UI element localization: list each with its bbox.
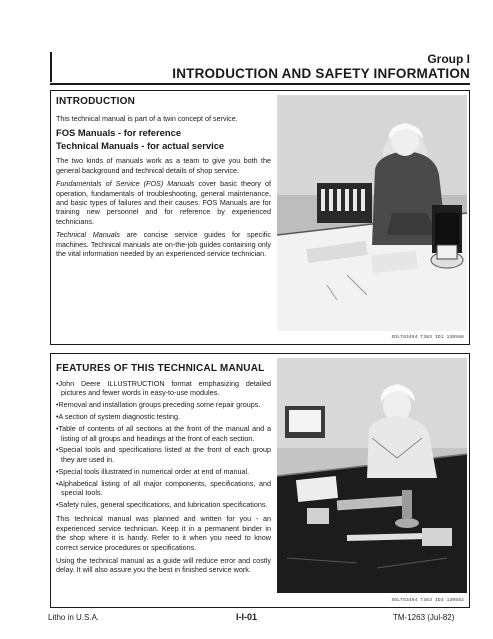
introduction-heading: INTRODUCTION	[56, 96, 136, 107]
planned-paragraph: This technical manual was planned and written for you - an experienced service technician. Keep it in a permanent binder in the shop where it is handy. Refer to it when you need to know correct service procedures or specifications.	[56, 514, 271, 552]
teamwork-paragraph: The two kinds of manuals work as a team to give you both the general background and technical details of shop service.	[56, 156, 271, 175]
header-left-rule	[50, 52, 52, 82]
technician-photo-caption: SOLT83494 T383 ID3 130582	[391, 598, 464, 603]
office-photo	[277, 95, 467, 331]
introduction-section	[50, 90, 470, 345]
fos-paragraph	[56, 179, 271, 226]
technical-manuals-subheading: Technical Manuals - for actual service	[56, 140, 225, 152]
footer-manual-id: TM-1263 (Jul-82)	[393, 613, 455, 622]
features-text	[56, 363, 271, 579]
technician-photo-image	[277, 358, 467, 593]
feature-bullet: •Special tools and specifications listed at the front of each group they are used in.	[56, 445, 271, 464]
fos-italic: Fundamentals of Service (FOS) Manuals	[56, 179, 195, 189]
feature-bullet: •Removal and installation groups preceding some repair groups.	[56, 400, 261, 410]
guide-paragraph: Using the technical manual as a guide will reduce error and costly delay. It will also assure you the best in finished service work.	[56, 556, 271, 575]
technician-photo	[277, 358, 467, 593]
fos-subheading: FOS Manuals - for reference	[56, 127, 182, 139]
features-heading: FEATURES OF THIS TECHNICAL MANUAL	[56, 363, 265, 374]
title-rule	[50, 83, 470, 85]
feature-bullet: •A section of system diagnostic testing.	[56, 412, 180, 422]
office-photo-caption: SOLT83494 T383 ID1 130586	[391, 335, 464, 340]
feature-bullet: •Table of contents of all sections at the front of the manual and a listing of all groups and headings at the front of each section.	[56, 424, 271, 443]
group-label: Group I	[427, 52, 470, 66]
feature-bullet: •Alphabetical listing of all major components, specifications, and special tools.	[56, 478, 271, 498]
introduction-text	[56, 96, 271, 262]
feature-bullet: •John Deere ILLUSTRUCTION format emphasizing detailed pictures and fewer words in easy-to-use modules.	[56, 379, 271, 398]
footer-page-number: I-I-01	[236, 612, 258, 622]
features-section	[50, 353, 470, 608]
page-title: INTRODUCTION AND SAFETY INFORMATION	[172, 66, 470, 81]
intro-paragraph: This technical manual is part of a twin concept of service.	[56, 114, 238, 123]
tm-italic: Technical Manuals	[56, 230, 120, 240]
feature-bullet: •Safety rules, general specifications, and lubrication specifications.	[56, 499, 268, 509]
tm-rest: are concise service guides for specific machines. Technical manuals are on-the-job guides containing only the vital information needed by an experienced service technician.	[56, 230, 271, 259]
feature-bullet: •Special tools illustrated in numerical order at end of manual.	[56, 466, 250, 476]
tm-paragraph	[56, 230, 271, 258]
footer-litho: Litho in U.S.A.	[48, 613, 100, 622]
fos-rest: cover basic theory of operation, fundamentals of troubleshooting, general maintenance, and basic types of failures and their causes. FOS Manuals are for training new personnel and for reference by experienced technicians.	[56, 179, 271, 226]
office-photo-image	[277, 95, 467, 331]
